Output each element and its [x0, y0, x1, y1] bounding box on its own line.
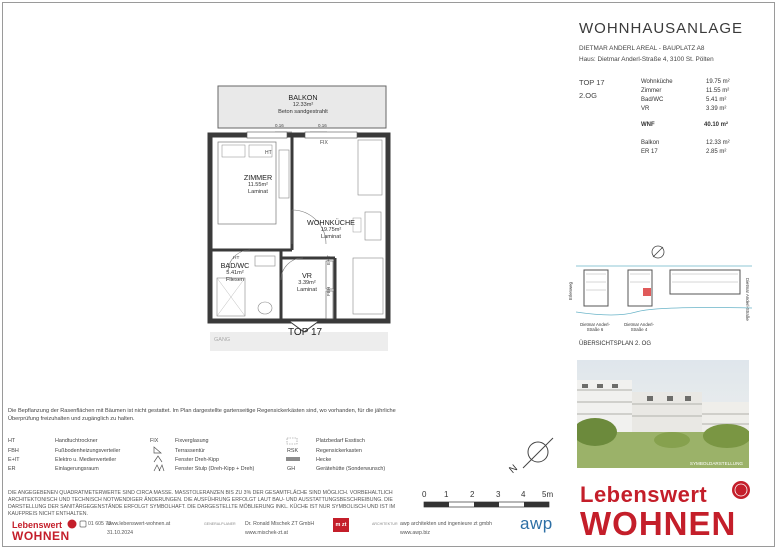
- table-icon: [365, 212, 381, 240]
- wnf-value: 40.10 m²: [704, 122, 729, 128]
- extra-value: 2.85 m²: [706, 149, 727, 155]
- kitchen-counter-icon: [358, 140, 382, 195]
- legend-abbr: FIX: [150, 438, 159, 444]
- scale-tick: 5m: [542, 490, 554, 499]
- legend-abbr: GH: [287, 466, 296, 472]
- project-area: DIETMAR ANDERL AREAL - BAUPLATZ A8: [579, 45, 705, 52]
- building-render-image: [577, 360, 749, 468]
- zimmer-name: ZIMMER: [243, 173, 273, 182]
- dim-label: 0.16: [318, 123, 327, 128]
- legend-text: Elektro u. Medienverteiler: [55, 457, 117, 463]
- footer-seal-icon: [67, 519, 77, 529]
- ht-label-plan: HT: [265, 150, 272, 156]
- disclaimer: DIE ANGEGEBENEN QUADRATMETERWERTE SIND CIRCA MASSE. MASSTOLERANZEN BIS ZU 3% DER GESAMTFLÄCHE SIND MÖGLICH. VORBEHALTLICH ARCHITEKTONISCH UND TECHNISCH NOTWENDIGER ÄNDERUNGEN. DIE AUSFÜHRUNG ERFOLGT LAUT BAU- UND AUSSTATTUNGSBESCHREIBUNG. DIE DARSTELLUNG DER SANITÄRGEGENSTÄNDE ERFOLGT SYMBOLHAFT. DIE DARGESTELLTE MÖBLIERUNG INKL. KÜCHE IST NUR SYMBOLISCH UND IST IM KAUFPREIS NICHT ENTHALTEN.: [8, 490, 396, 517]
- planer-name: Dr. Ronald Mischek ZT GmbH: [245, 521, 315, 527]
- quality-seal-icon: [730, 480, 752, 500]
- house-address: Haus: Dietmar Anderl-Straße 4, 3100 St. Pölten: [579, 56, 714, 63]
- fbh-label: FBH: [326, 286, 331, 296]
- architect-name: awp architekten und ingenieure zt gmbh: [400, 521, 492, 527]
- overview-street-right: Dietmar Anderl-Straße: [745, 278, 750, 321]
- vr-name: VR: [302, 271, 312, 280]
- legend-text: Fixverglasung: [175, 438, 209, 444]
- photo-caption: SYMBOLDARSTELLUNG: [689, 461, 743, 466]
- scale-tick: 1: [444, 490, 449, 499]
- legend-text: Regensickerkasten: [316, 448, 362, 454]
- unit-highlight: [643, 288, 651, 296]
- wohnkueche-label: [296, 219, 366, 240]
- overview-title: ÜBERSICHTSPLAN 2. OG: [579, 341, 652, 347]
- room-label: Wohnküche: [641, 79, 673, 85]
- architect-label: ARCHITEKTUR: [372, 522, 398, 526]
- legend-text: Fenster Dreh-Kipp: [175, 457, 220, 463]
- planer-web[interactable]: www.mischek-zt.at: [245, 530, 288, 536]
- balcony-material: Beton sandgestrahlt: [278, 108, 328, 115]
- footer-brand-bottom: WOHNEN: [12, 529, 70, 543]
- dim-label: 0.16: [275, 123, 284, 128]
- room-value: 5.41 m²: [706, 97, 727, 103]
- architect-web[interactable]: www.awp.biz: [400, 530, 430, 536]
- svg-text:N: N: [507, 462, 520, 476]
- unit-floor: 2.OG: [579, 91, 597, 100]
- bad-label: [210, 262, 260, 283]
- footer-website[interactable]: www.lebenswert-wohnen.at: [107, 521, 171, 527]
- north-arrow-small-icon: [650, 244, 666, 260]
- footer-brand-top: Lebenswert: [12, 520, 63, 530]
- extra-value: 12.33 m²: [706, 140, 730, 146]
- legend-text: Handtuchtrockner: [55, 438, 98, 444]
- corridor-label: GANG: [214, 337, 231, 343]
- scale-tick: 4: [521, 490, 526, 499]
- vr-label: [285, 272, 329, 293]
- brand-logo-top: Lebenswert: [580, 482, 708, 507]
- balcony-name: BALKON: [288, 93, 318, 102]
- ht-label-bath: HT: [233, 256, 240, 261]
- scale-tick: 3: [496, 490, 501, 499]
- balcony-label: [268, 94, 338, 115]
- wnf-label: WNF: [641, 122, 655, 128]
- hedge-icon: [286, 456, 300, 462]
- scale-tick: 2: [470, 490, 475, 499]
- sofa-icon: [353, 258, 383, 314]
- extra-label: ER 17: [641, 149, 658, 155]
- extra-label: Balkon: [641, 140, 660, 146]
- window-stulp-icon: [153, 464, 165, 472]
- room-value: 11.55 m²: [706, 88, 730, 94]
- wohnkueche-name: WOHNKÜCHE: [307, 218, 355, 227]
- footer-date: 31.10.2024: [107, 530, 133, 536]
- legend-abbr: HT: [8, 438, 16, 444]
- wohnkueche-material: Laminat: [321, 233, 341, 240]
- window-icon: [247, 132, 287, 138]
- vr-area: 3.39m²: [298, 280, 316, 287]
- legend-abbr: FBH: [8, 448, 19, 454]
- room-label: Bad/WC: [641, 97, 664, 103]
- phone-icon: [79, 520, 87, 528]
- legend-text: Fußbodenheizungsverteiler: [55, 448, 121, 454]
- eit-label: E+IT: [326, 255, 331, 265]
- awp-logo: awp: [520, 514, 553, 533]
- overview-house4-label: Dietmar Anderl-Straße 4: [624, 322, 654, 332]
- legend-abbr: ER: [8, 466, 16, 472]
- legend-text: Gerätehütte (Sonderwunsch): [316, 466, 386, 472]
- dining-space-icon: [286, 437, 298, 445]
- room-value: 19.75 m²: [706, 79, 730, 85]
- mzt-logo: m zt: [333, 518, 349, 532]
- zimmer-label: [228, 174, 288, 195]
- zimmer-material: Laminat: [248, 188, 268, 195]
- legend-text: Einlagerungsraum: [55, 466, 99, 472]
- room-value: 3.39 m²: [706, 106, 727, 112]
- legend-abbr: E+IT: [8, 457, 20, 463]
- overview-house6-label: Dietmar Anderl-Straße 6: [580, 322, 610, 332]
- window-icon: [305, 132, 357, 138]
- garden-note: Die Bepflanzung der Rasenflächen mit Bäumen ist nicht gestattet. Im Plan dargestellte gartenseitige Regensickerkästen sind, wo vorhanden, für die jährliche Überprüfung freizuhalten und zugänglich zu halten.: [8, 408, 396, 422]
- bad-area: 5.41m²: [226, 270, 244, 277]
- terrace-door-icon: [153, 446, 163, 454]
- bad-name: BAD/WC: [220, 261, 250, 270]
- legend-text: Platzbedarf Esstisch: [316, 438, 365, 444]
- bad-material: Fliesen: [225, 276, 245, 283]
- floor-plan: [195, 80, 405, 355]
- north-arrow-icon: [505, 436, 555, 476]
- legend-text: Hecke: [316, 457, 332, 463]
- overview-street-left: Erlenweg: [568, 282, 573, 300]
- room-label: VR: [641, 106, 650, 112]
- legend-text: Fenster Stulp (Dreh-Kipp + Dreh): [175, 466, 255, 472]
- top-number-label: TOP 17: [288, 327, 323, 338]
- fix-label: FIX: [320, 140, 328, 146]
- footer-phone: 01 605 73: [88, 521, 112, 527]
- wohnkueche-area: 19.75m²: [320, 227, 342, 234]
- balcony-area-text: 12.33m²: [292, 102, 314, 109]
- unit-top: TOP 17: [579, 78, 605, 87]
- zimmer-area: 11.55m²: [247, 182, 269, 189]
- legend-abbr: RSK: [287, 448, 299, 454]
- brand-logo-bottom: WOHNEN: [580, 505, 737, 542]
- legend-text: Terrassentür: [175, 448, 205, 454]
- planer-label: GENERALPLANER: [204, 522, 236, 526]
- room-label: Zimmer: [641, 88, 662, 94]
- scale-tick: 0: [422, 490, 427, 499]
- vr-material: Laminat: [297, 286, 317, 293]
- window-tilt-icon: [153, 455, 163, 463]
- toilet-icon: [258, 302, 272, 314]
- sheet-title: WOHNHAUSANLAGE: [579, 20, 744, 37]
